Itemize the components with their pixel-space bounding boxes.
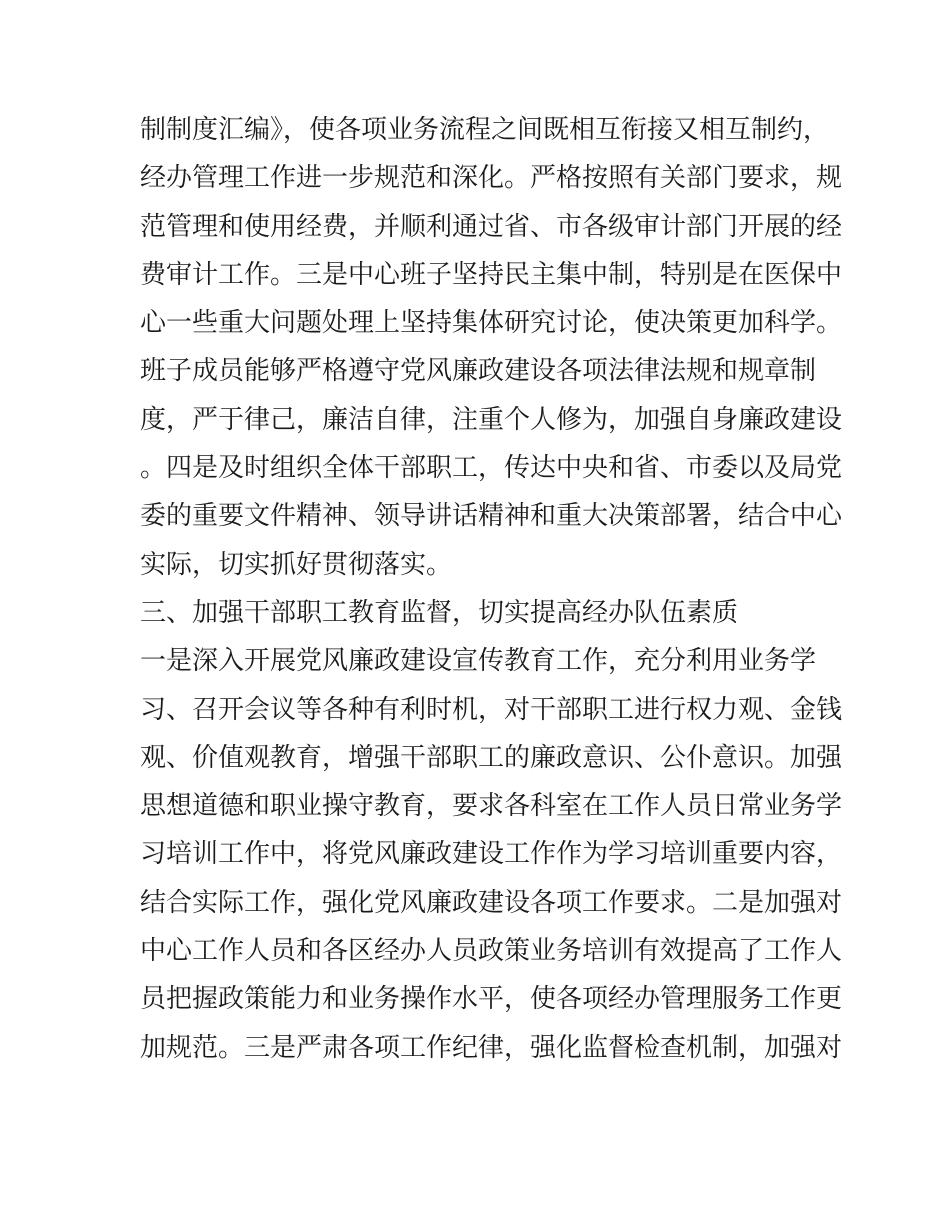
text-line: 中心工作人员和各区经办人员政策业务培训有效提高了工作人	[140, 936, 843, 967]
text-line: 。四是及时组织全体干部职工，传达中央和省、市委以及局党	[140, 453, 843, 484]
section-heading: 三、加强干部职工教育监督，切实提高经办队伍素质	[140, 597, 739, 628]
text-line: 度，严于律己，廉洁自律，注重个人修为，加强自身廉政建设	[140, 404, 843, 435]
text-line: 习、召开会议等各种有利时机，对干部职工进行权力观、金钱	[140, 694, 843, 725]
text-line: 观、价值观教育，增强干部职工的廉政意识、公仆意识。加强	[140, 742, 843, 773]
text-line: 加规范。三是严肃各项工作纪律，强化监督检查机制，加强对	[140, 1032, 843, 1063]
text-line: 结合实际工作，强化党风廉政建设各项工作要求。二是加强对	[140, 887, 843, 918]
text-line: 班子成员能够严格遵守党风廉政建设各项法律法规和规章制	[140, 356, 817, 387]
text-line: 经办管理工作进一步规范和深化。严格按照有关部门要求，规	[140, 163, 843, 194]
text-line: 员把握政策能力和业务操作水平，使各项经办管理服务工作更	[140, 984, 843, 1015]
text-line: 委的重要文件精神、领导讲话精神和重大决策部署，结合中心	[140, 501, 843, 532]
text-line: 习培训工作中，将党风廉政建设工作作为学习培训重要内容，	[140, 839, 843, 870]
text-line: 制制度汇编》，使各项业务流程之间既相互衔接又相互制约，	[140, 115, 830, 145]
text-line: 心一些重大问题处理上坚持集体研究讨论，使决策更加科学。	[140, 308, 843, 339]
text-line: 实际，切实抓好贯彻落实。	[140, 549, 453, 580]
text-line: 思想道德和职业操守教育，要求各科室在工作人员日常业务学	[140, 791, 843, 822]
text-line: 费审计工作。三是中心班子坚持民主集中制，特别是在医保中	[140, 259, 843, 290]
text-line: 范管理和使用经费，并顺利通过省、市各级审计部门开展的经	[140, 211, 843, 242]
text-line: 一是深入开展党风廉政建设宣传教育工作，充分利用业务学	[140, 646, 817, 677]
body-text	[140, 106, 843, 1072]
